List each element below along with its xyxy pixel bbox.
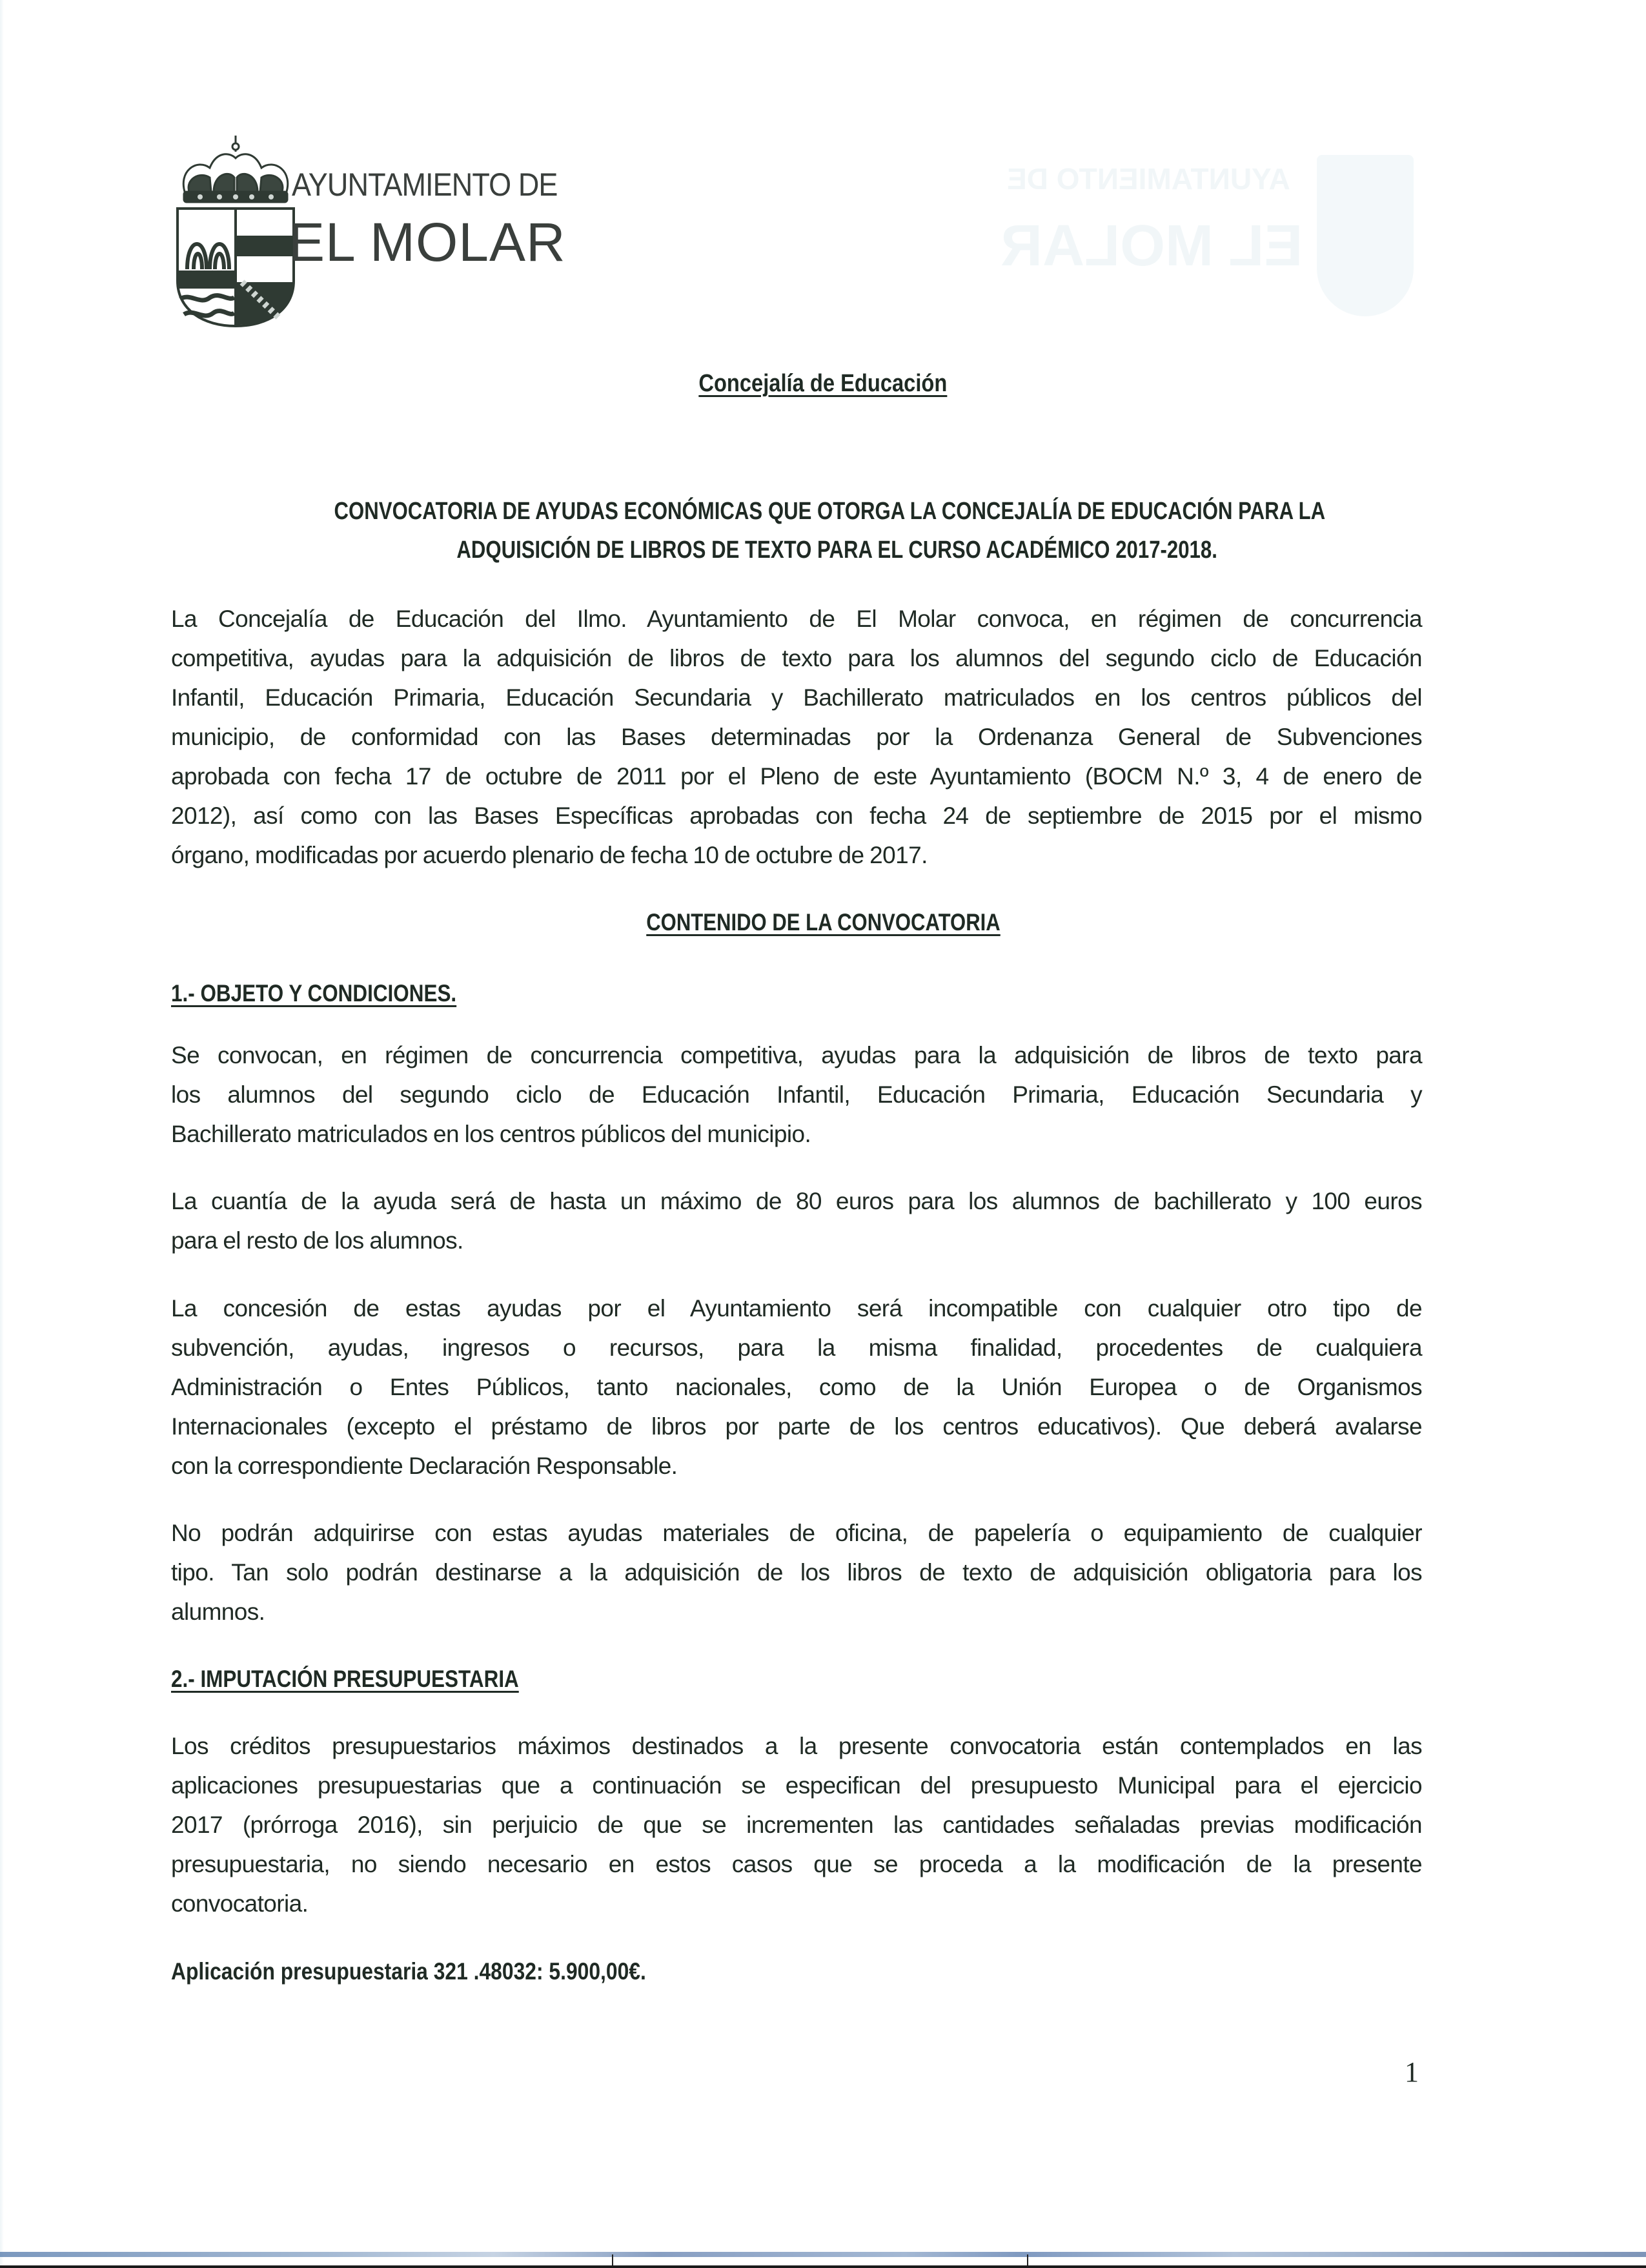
paragraph-line: tipo. Tan solo podrán destinarse a la adquisición de los libros de texto de adquisición obligatoria para los (171, 1559, 1422, 1586)
paragraph-line: convocatoria. (171, 1890, 309, 1917)
document-title-line2 (0, 536, 1646, 564)
section-heading-text: 2.- IMPUTACIÓN PRESUPUESTARIA (171, 1666, 519, 1692)
paragraph-line: para el resto de los alumnos. (171, 1227, 463, 1254)
paragraph-line: órgano, modificadas por acuerdo plenario de fecha 10 de octubre de 2017. (171, 842, 928, 868)
paragraph-line: La cuantía de la ayuda será de hasta un máximo de 80 euros para los alumnos de bachillerato y 100 euros (171, 1188, 1422, 1214)
document-title-line1 (0, 498, 1646, 526)
showthrough-text: EL MOLAR (1001, 214, 1303, 278)
paragraph-line: Bachillerato matriculados en los centros públicos del municipio. (171, 1121, 811, 1147)
scan-left-edge (0, 0, 4, 2268)
contents-heading (0, 909, 1646, 936)
document-title-text: ADQUISICIÓN DE LIBROS DE TEXTO PARA EL CURSO ACADÉMICO 2017-2018. (456, 536, 1218, 564)
section-heading-text: 1.- OBJETO Y CONDICIONES. (171, 980, 457, 1006)
showthrough-shield (1317, 155, 1414, 316)
contents-heading-text: CONTENIDO DE LA CONVOCATORIA (645, 909, 1001, 935)
paragraph-line: presupuestaria, no siendo necesario en estos casos que se proceda a la modificación de la presente (171, 1851, 1422, 1877)
budget-line (171, 1958, 724, 1985)
paragraph-line: No podrán adquirirse con estas ayudas materiales de oficina, de papelería o equipamiento de cualquier (171, 1520, 1422, 1546)
crest-icon (171, 132, 300, 329)
paragraph-line: municipio, de conformidad con las Bases determinadas por la Ordenanza General de Subvenciones (171, 724, 1422, 750)
paragraph-line: aprobada con fecha 17 de octubre de 2011 por el Pleno de este Ayuntamiento (BOCM N.º 3, 4 de enero de (171, 763, 1422, 790)
paragraph-line: Infantil, Educación Primaria, Educación Secundaria y Bachillerato matriculados en los centros públicos del (171, 684, 1422, 711)
scan-bottom-edge (0, 2252, 1646, 2268)
paragraph-line: los alumnos del segundo ciclo de Educación Infantil, Educación Primaria, Educación Secundaria y (171, 1081, 1422, 1108)
paragraph-line: aplicaciones presupuestarias que a continuación se especifican del presupuesto Municipal para el ejercicio (171, 1772, 1422, 1799)
paragraph-line: subvención, ayudas, ingresos o recursos, para la misma finalidad, procedentes de cualquiera (171, 1334, 1422, 1361)
paragraph-line: con la correspondiente Declaración Responsable. (171, 1453, 678, 1479)
paragraph-line: 2012), así como con las Bases Específicas aprobadas con fecha 24 de septiembre de 2015 por el mismo (171, 802, 1422, 829)
paragraph-line: Administración o Entes Públicos, tanto nacionales, como de la Unión Europea o de Organismos (171, 1374, 1422, 1400)
document-title-text: CONVOCATORIA DE AYUDAS ECONÓMICAS QUE OTORGA LA CONCEJALÍA DE EDUCACIÓN PARA LA (334, 498, 1325, 525)
paragraph-line: La Concejalía de Educación del Ilmo. Ayuntamiento de El Molar convoca, en régimen de concurrencia (171, 606, 1422, 632)
budget-line-text: Aplicación presupuestaria 321 .48032: 5.900,00€. (171, 1958, 646, 1985)
scan-edge-band (0, 2252, 1646, 2257)
paragraph-line: Los créditos presupuestarios máximos destinados a la presente convocatoria están contemplados en las (171, 1733, 1422, 1759)
paragraph-line: Internacionales (excepto el préstamo de libros por parte de los centros educativos). Que deberá avalarse (171, 1413, 1422, 1440)
paragraph-line: 2017 (prórroga 2016), sin perjuicio de que se incrementen las cantidades señaladas previas modificación (171, 1812, 1422, 1838)
coat-of-arms-logo (171, 132, 300, 329)
department-heading-text: Concejalía de Educación (698, 370, 948, 397)
paragraph-line: La concesión de estas ayudas por el Ayuntamiento será incompatible con cualquier otro tipo de (171, 1295, 1422, 1322)
department-heading (0, 370, 1646, 398)
scan-edge-border (0, 2265, 1646, 2268)
paragraph-line: competitiva, ayudas para la adquisición de libros de texto para los alumnos del segundo ciclo de Educación (171, 645, 1422, 671)
logo-title-line2: EL MOLAR (289, 212, 566, 272)
section-heading-objeto (171, 980, 507, 1007)
page-number: 1 (1405, 2056, 1419, 2088)
logo-title-line1: AYUNTAMIENTO DE (292, 167, 558, 203)
section-heading-imputacion (171, 1666, 580, 1693)
paragraph-line: alumnos. (171, 1599, 265, 1625)
paragraph-line: Se convocan, en régimen de concurrencia competitiva, ayudas para la adquisición de libros de texto para (171, 1042, 1422, 1068)
showthrough-text: AYUNTAMIENTO DE (1007, 162, 1290, 196)
